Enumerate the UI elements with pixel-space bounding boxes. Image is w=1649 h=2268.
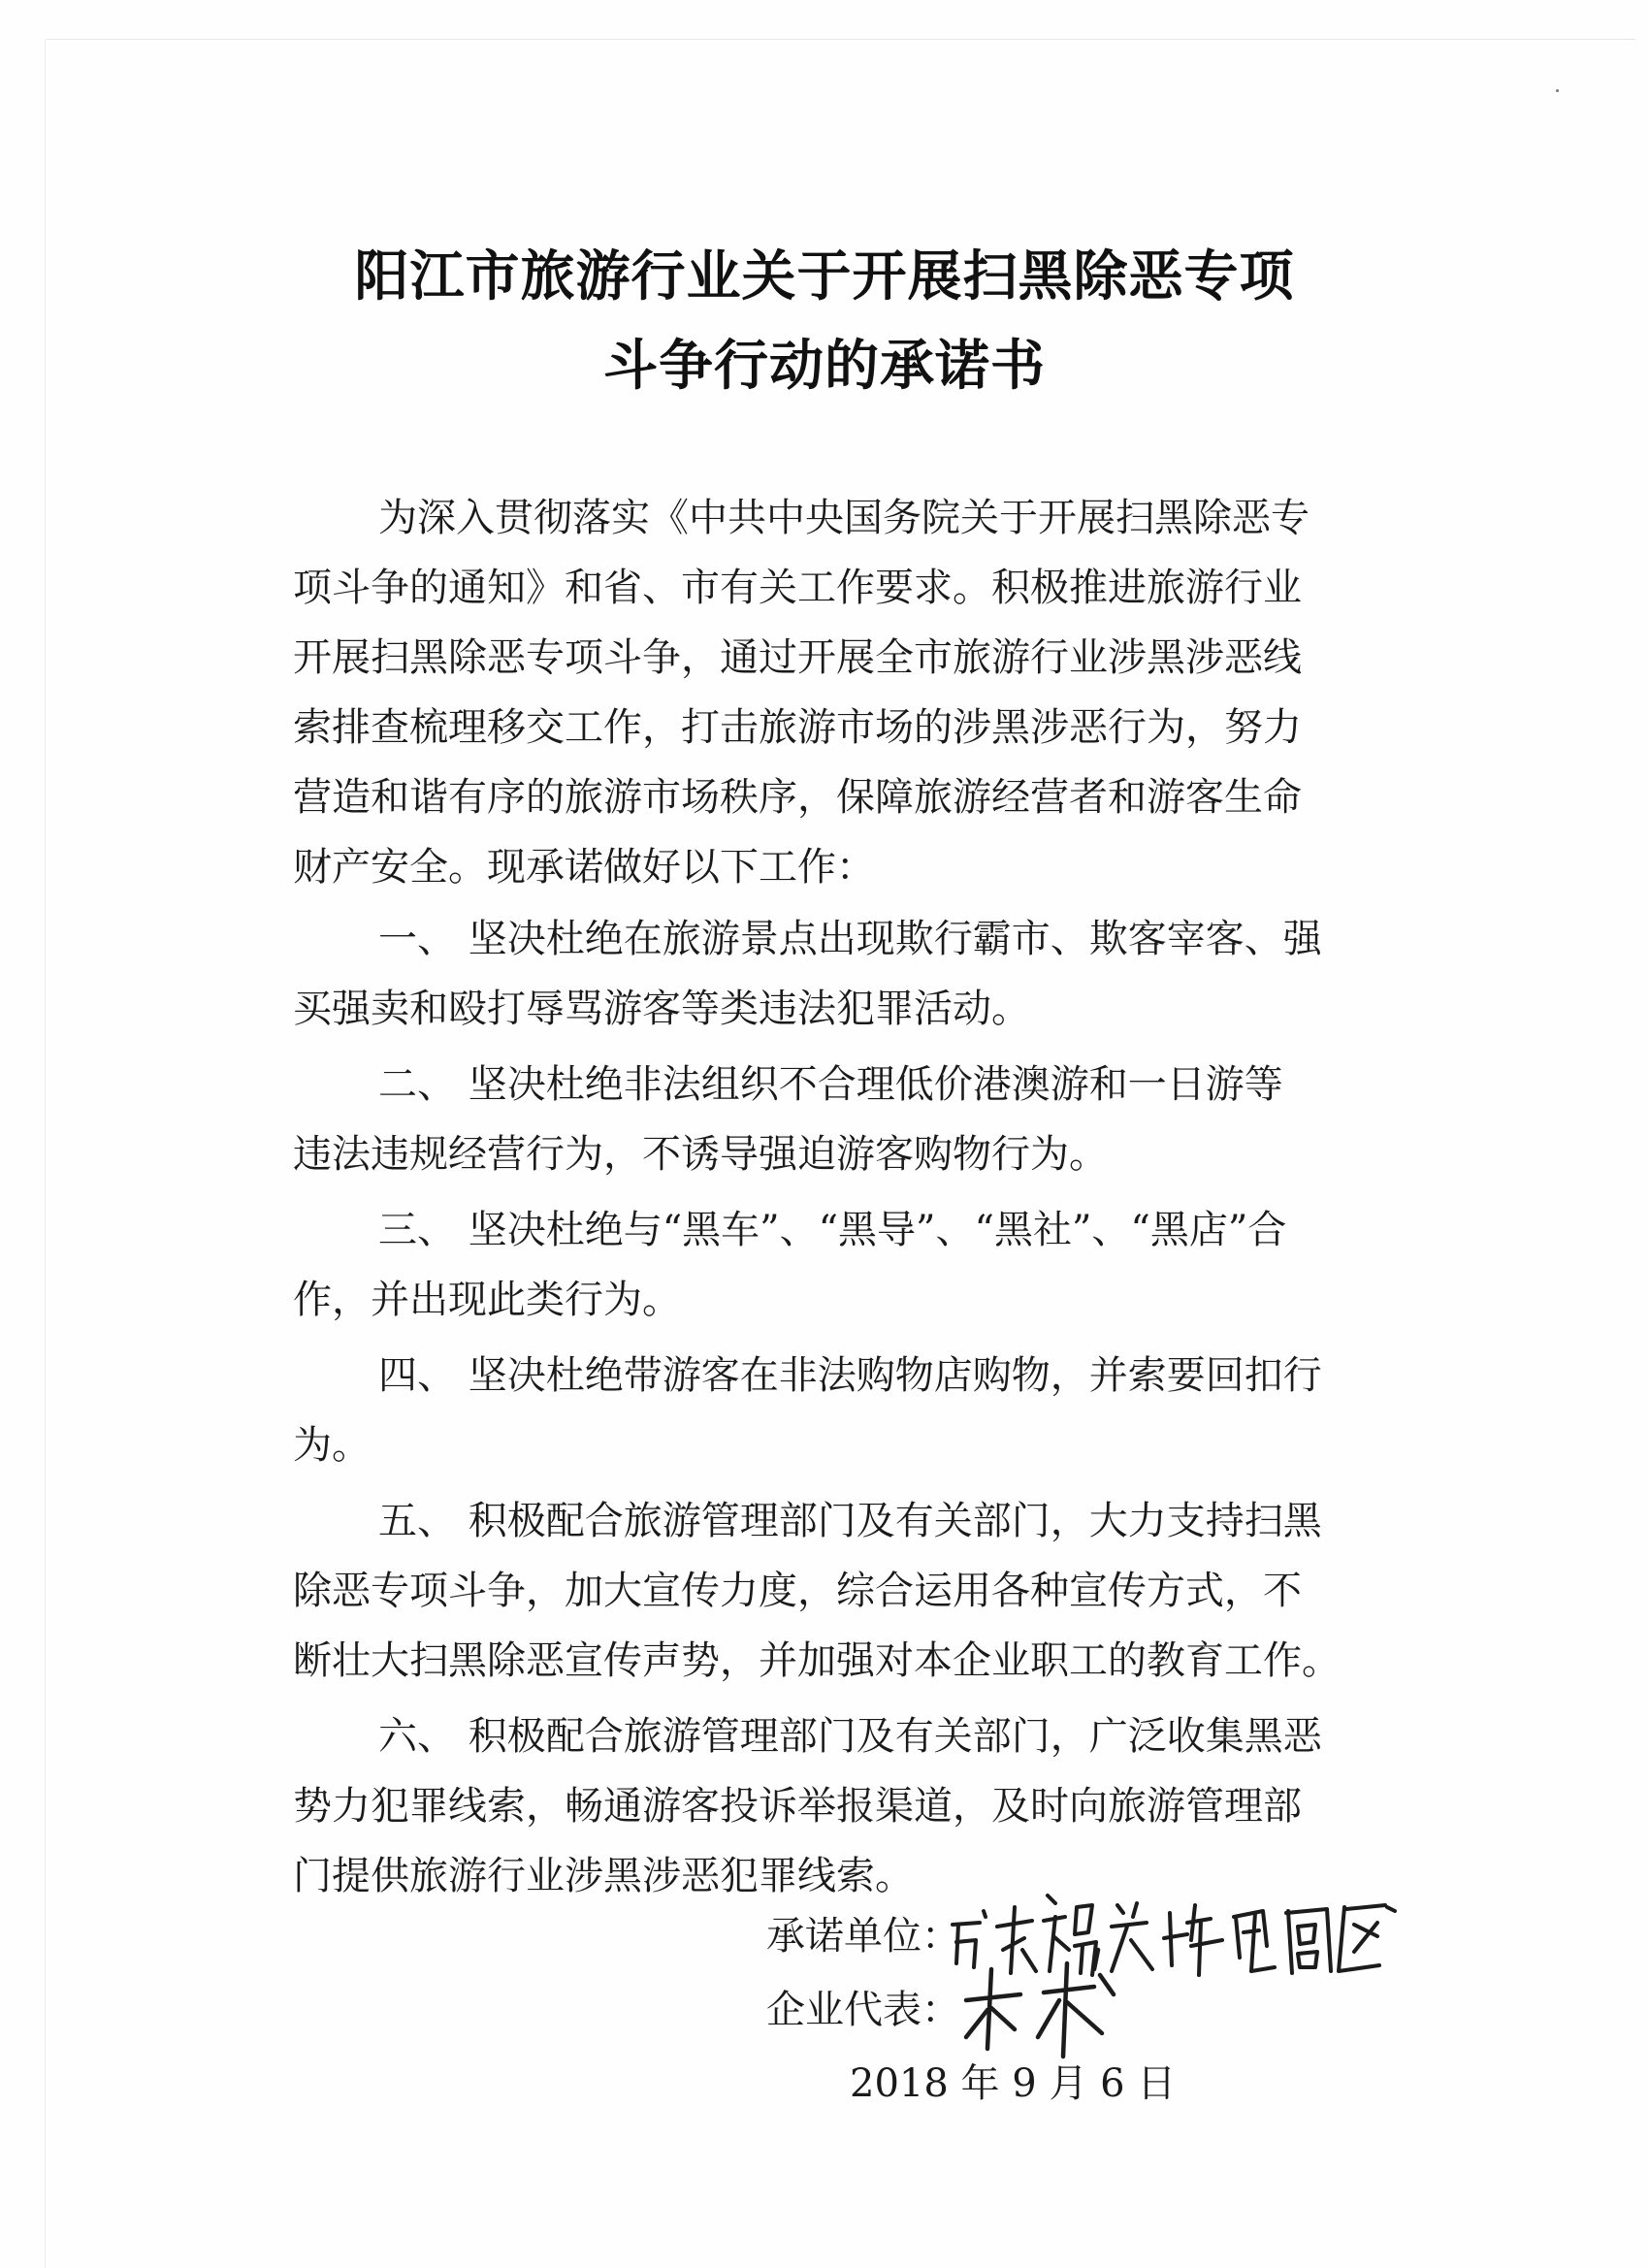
pledging-unit-label: 承诺单位： bbox=[766, 1914, 960, 1959]
commitment-item-3-cont: 作，并出现此类行为。 bbox=[293, 1278, 681, 1322]
title-line-2: 斗争行动的承诺书 bbox=[603, 335, 1046, 398]
commitment-item-1: 一、 坚决杜绝在旅游景点出现欺行霸市、欺客宰客、强 bbox=[378, 917, 1322, 961]
intro-line: 索排查梳理移交工作，打击旅游市场的涉黑涉恶行为，努力 bbox=[293, 705, 1302, 750]
intro-line: 项斗争的通知》和省、市有关工作要求。积极推进旅游行业 bbox=[293, 566, 1302, 610]
scan-edge-top bbox=[47, 39, 1635, 40]
document-title bbox=[0, 233, 1649, 411]
commitment-item-4: 四、 坚决杜绝带游客在非法购物店购物，并索要回扣行 bbox=[378, 1353, 1322, 1398]
signing-date: 2018 年 9 月 6 日 bbox=[850, 2061, 1177, 2106]
commitment-item-5-cont: 断壮大扫黑除恶宣传声势，并加强对本企业职工的教育工作。 bbox=[293, 1638, 1341, 1683]
commitment-item-2: 二、 坚决杜绝非法组织不合理低价港澳游和一日游等 bbox=[378, 1062, 1283, 1107]
commitment-item-6-cont: 势力犯罪线索，畅通游客投诉举报渠道，及时向旅游管理部 bbox=[293, 1784, 1302, 1829]
commitment-item-5: 五、 积极配合旅游管理部门及有关部门，大力支持扫黑 bbox=[378, 1499, 1322, 1543]
intro-line: 财产安全。现承诺做好以下工作： bbox=[293, 845, 875, 890]
commitment-item-1-cont: 买强卖和殴打辱骂游客等类违法犯罪活动。 bbox=[293, 987, 1030, 1031]
signoff-block bbox=[766, 1899, 1504, 2121]
company-rep-label: 企业代表： bbox=[766, 1988, 960, 2032]
title-line-1: 阳江市旅游行业关于开展扫黑除恶专项 bbox=[354, 245, 1295, 308]
commitment-item-4-cont: 为。 bbox=[293, 1423, 371, 1468]
commitment-item-3: 三、 坚决杜绝与“黑车”、“黑导”、“黑社”、“黑店”合 bbox=[378, 1208, 1287, 1252]
commitment-item-6-cont: 门提供旅游行业涉黑涉恶犯罪线索。 bbox=[293, 1854, 914, 1898]
commitment-item-5-cont: 除恶专项斗争，加大宣传力度，综合运用各种宣传方式，不 bbox=[293, 1569, 1302, 1613]
intro-line: 为深入贯彻落实《中共中央国务院关于开展扫黑除恶专 bbox=[378, 496, 1310, 540]
commitment-item-2-cont: 违法违规经营行为，不诱导强迫游客购物行为。 bbox=[293, 1132, 1108, 1177]
document-body bbox=[293, 483, 1428, 1911]
intro-line: 营造和谐有序的旅游市场秩序，保障旅游经营者和游客生命 bbox=[293, 775, 1302, 820]
scan-speck bbox=[1556, 89, 1559, 92]
intro-line: 开展扫黑除恶专项斗争，通过开展全市旅游行业涉黑涉恶线 bbox=[293, 635, 1302, 680]
company-rep-row bbox=[766, 1973, 1504, 2047]
commitment-item-6: 六、 积极配合旅游管理部门及有关部门，广泛收集黑恶 bbox=[378, 1714, 1322, 1759]
